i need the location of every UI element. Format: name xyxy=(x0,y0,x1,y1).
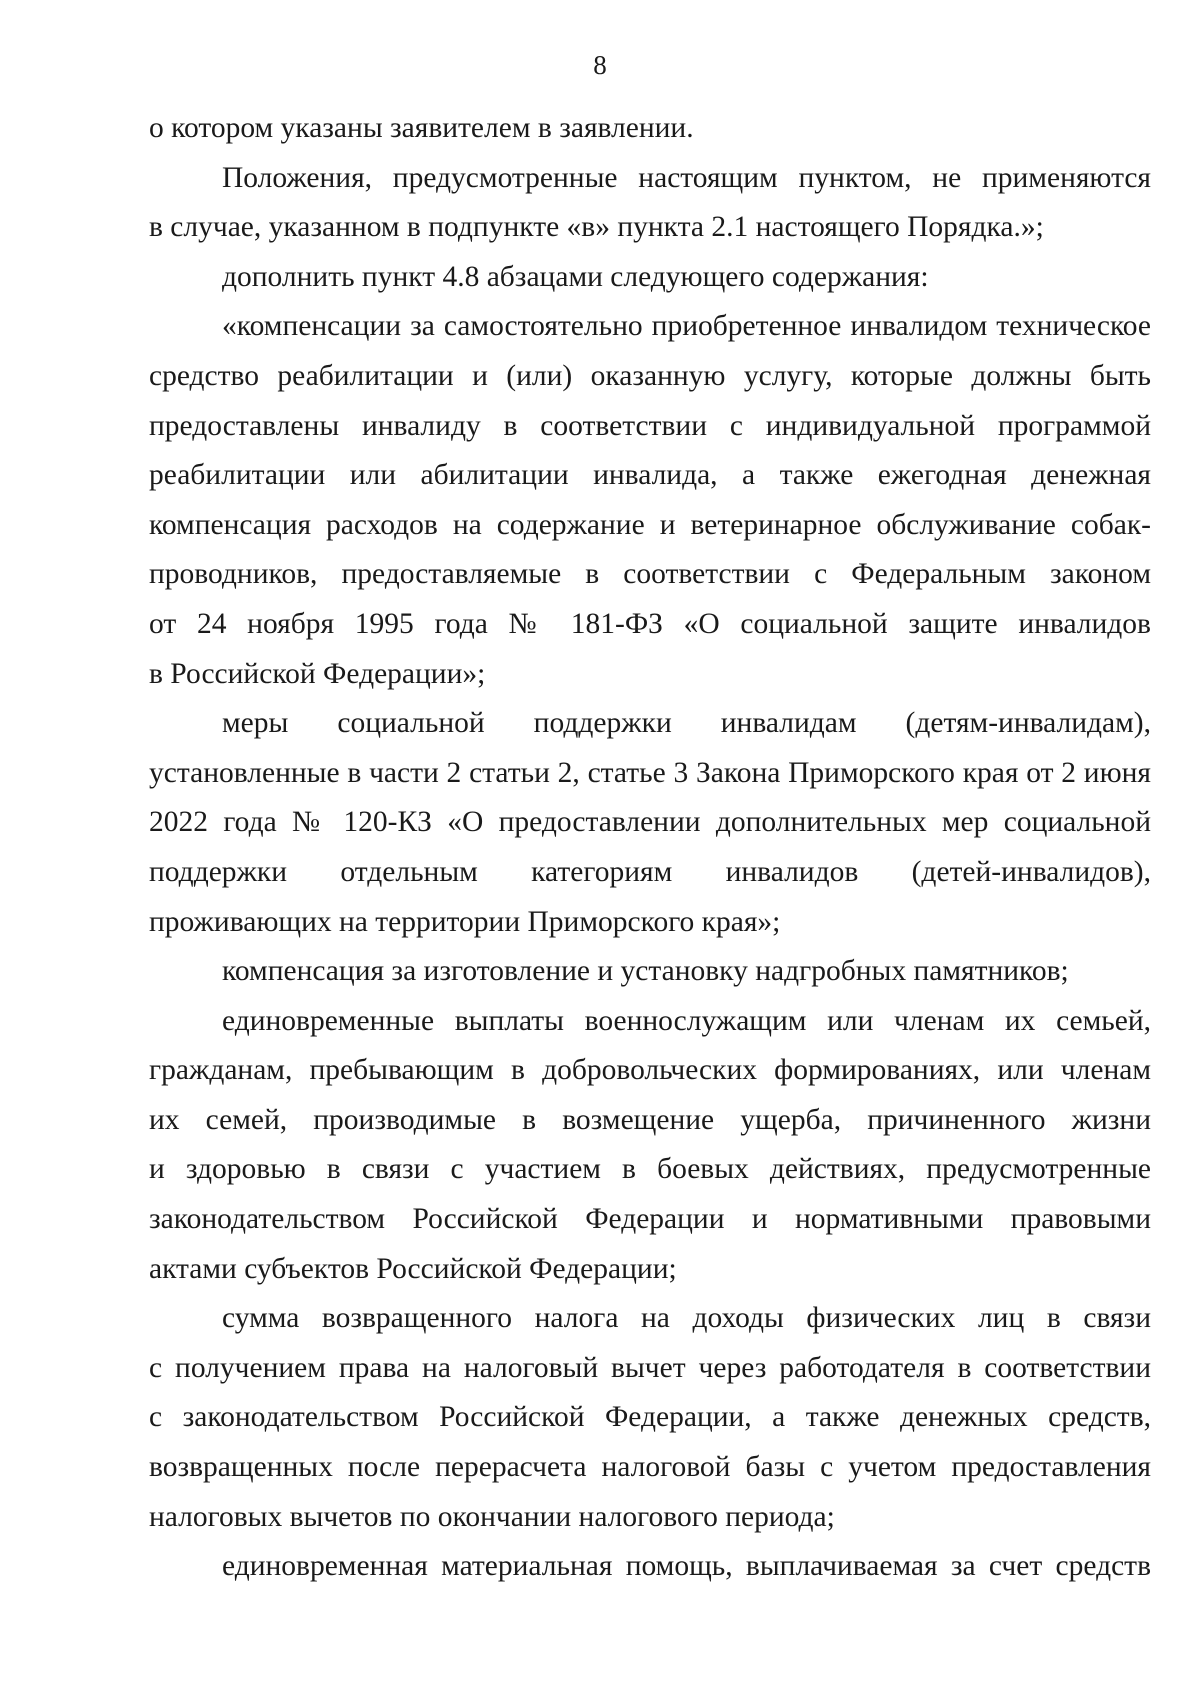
text-line: реабилитации или абилитации инвалида, а также ежегодная денежная xyxy=(149,459,1151,492)
text-line: в Российской Федерации»; xyxy=(149,657,486,690)
text-line: единовременная материальная помощь, выплачиваемая за счет средств xyxy=(222,1550,1151,1583)
text-line: о котором указаны заявителем в заявлении. xyxy=(149,112,694,144)
text-line: возвращенных после перерасчета налоговой базы с учетом предоставления xyxy=(149,1451,1151,1484)
text-line: «компенсации за самостоятельно приобретенное инвалидом техническое xyxy=(222,310,1151,343)
text-line: сумма возвращенного налога на доходы физических лиц в связи xyxy=(222,1302,1151,1335)
text-line: в случае, указанном в подпункте «в» пункта 2.1 настоящего Порядка.»; xyxy=(149,211,1044,244)
text-line: налоговых вычетов по окончании налогового периода; xyxy=(149,1500,835,1533)
text-line: гражданам, пребывающим в добровольческих формированиях, или членам xyxy=(149,1054,1151,1087)
text-line: их семей, производимые в возмещение ущерба, причиненного жизни xyxy=(149,1103,1151,1136)
text-line: средство реабилитации и (или) оказанную услугу, которые должны быть xyxy=(149,359,1151,392)
text-line: актами субъектов Российской Федерации; xyxy=(149,1252,677,1285)
text-line: и здоровью в связи с участием в боевых действиях, предусмотренные xyxy=(149,1153,1151,1186)
text-line: Положения, предусмотренные настоящим пунктом, не применяются xyxy=(222,161,1151,194)
document-body xyxy=(149,104,1151,1592)
text-line: законодательством Российской Федерации и нормативными правовыми xyxy=(149,1203,1151,1236)
text-line: проводников, предоставляемые в соответствии с Федеральным законом xyxy=(149,558,1151,591)
text-line: компенсация расходов на содержание и ветеринарное обслуживание собак- xyxy=(149,508,1151,541)
text-line: предоставлены инвалиду в соответствии с индивидуальной программой xyxy=(149,409,1151,442)
text-line: с законодательством Российской Федерации, а также денежных средств, xyxy=(149,1401,1151,1434)
text-line: единовременные выплаты военнослужащим или членам их семьей, xyxy=(222,1004,1151,1037)
text-line: проживающих на территории Приморского края»; xyxy=(149,905,781,938)
text-line: установленные в части 2 статьи 2, статье 3 Закона Приморского края от 2 июня xyxy=(149,756,1151,789)
text-line: с получением права на налоговый вычет через работодателя в соответствии xyxy=(149,1351,1151,1384)
text-line: дополнить пункт 4.8 абзацами следующего содержания: xyxy=(222,260,929,293)
text-line: меры социальной поддержки инвалидам (детям-инвалидам), xyxy=(222,707,1151,740)
text-line: компенсация за изготовление и установку надгробных памятников; xyxy=(222,955,1069,988)
text-line: от 24 ноября 1995 года № 181-ФЗ «О социальной защите инвалидов xyxy=(149,607,1151,640)
text-line: 2022 года № 120-КЗ «О предоставлении дополнительных мер социальной xyxy=(149,806,1151,839)
text-line: поддержки отдельным категориям инвалидов (детей-инвалидов), xyxy=(149,855,1151,888)
page-number: 8 xyxy=(593,50,607,80)
